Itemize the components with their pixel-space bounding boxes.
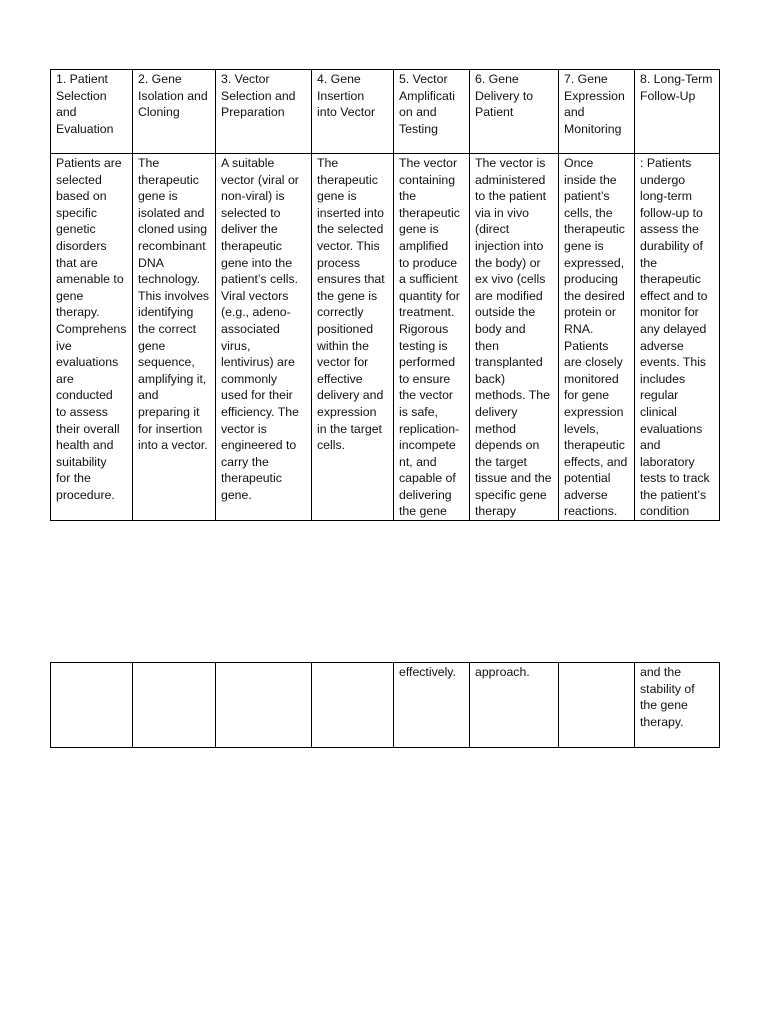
header-cell: 1. Patient Selection and Evaluation — [51, 70, 133, 154]
header-cell: 5. Vector Amplificati on and Testing — [394, 70, 470, 154]
table-cell — [51, 663, 133, 748]
header-cell: 2. Gene Isolation and Cloning — [133, 70, 216, 154]
table-cell: A suitable vector (viral or non-viral) is selected to deliver the therapeutic gene into the patient’s cells. Viral vectors (e.g., adeno- associated virus, lentivirus) are commonly used for their efficiency. The vector is engineered to carry the therapeutic gene. — [216, 154, 312, 521]
table-cell: The therapeutic gene is isolated and cloned using recombinant DNA technology. This involves identifying the correct gene sequence, amplifying it, and preparing it for insertion into a vector. — [133, 154, 216, 521]
table-cell: : Patients undergo long-term follow-up to assess the durability of the therapeutic effect and to monitor for any delayed adverse events. This includes regular clinical evaluations and laboratory tests to track the patient’s condition — [635, 154, 720, 521]
table-cell — [559, 663, 635, 748]
table-row — [51, 663, 720, 748]
table-cell: approach. — [470, 663, 559, 748]
table-cell: effectively. — [394, 663, 470, 748]
table-cell: The vector containing the therapeutic gene is amplified to produce a sufficient quantity for treatment. Rigorous testing is performed to ensure the vector is safe, replication- incompete nt, and capable of delivering the gene — [394, 154, 470, 521]
header-cell: 7. Gene Expression and Monitoring — [559, 70, 635, 154]
table-cell: and the stability of the gene therapy. — [635, 663, 720, 748]
gene-therapy-steps-table — [50, 69, 720, 521]
table-cell: Once inside the patient’s cells, the therapeutic gene is expressed, producing the desired protein or RNA. Patients are closely monitored for gene expression levels, therapeutic effects, and potential adverse reactions. — [559, 154, 635, 521]
header-cell: 6. Gene Delivery to Patient — [470, 70, 559, 154]
table-row — [51, 154, 720, 521]
header-cell: 4. Gene Insertion into Vector — [312, 70, 394, 154]
table-cell: The therapeutic gene is inserted into the selected vector. This process ensures that the gene is correctly positioned within the vector for effective delivery and expression in the target cells. — [312, 154, 394, 521]
table-header-row — [51, 70, 720, 154]
table-cell — [133, 663, 216, 748]
table-cell — [216, 663, 312, 748]
header-cell: 8. Long-Term Follow-Up — [635, 70, 720, 154]
table-cell: The vector is administered to the patient via in vivo (direct injection into the body) or ex vivo (cells are modified outside the body and then transplanted back) methods. The delivery method depends on the target tissue and the specific gene therapy — [470, 154, 559, 521]
table-cell — [312, 663, 394, 748]
header-cell: 3. Vector Selection and Preparation — [216, 70, 312, 154]
gene-therapy-steps-continuation-table — [50, 662, 720, 748]
table-cell: Patients are selected based on specific genetic disorders that are amenable to gene therapy. Comprehens ive evaluations are conducted to assess their overall health and suitability for the procedure. — [51, 154, 133, 521]
